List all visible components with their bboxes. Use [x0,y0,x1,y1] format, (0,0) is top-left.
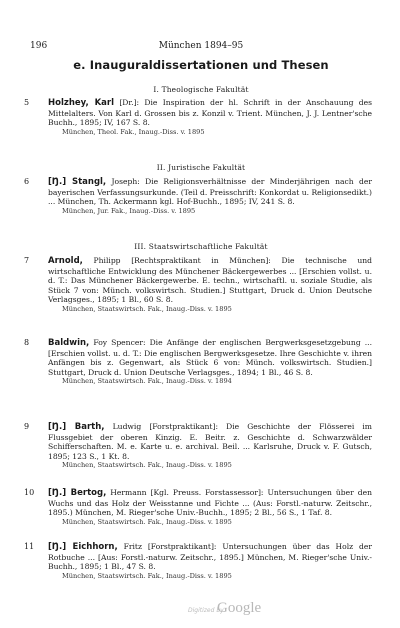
list-item [24,488,372,526]
entry-number: 10 [24,488,35,497]
entry-number: 9 [24,422,30,431]
entry-author: Holzhey, Karl [48,98,115,108]
entry-author: Baldwin, [48,338,90,348]
entry-author: Arnold, [48,256,83,266]
entry-author: [Ŋ.] Stangl, [48,177,107,187]
running-title: München 1894–95 [158,41,244,51]
list-item [24,98,372,136]
page-header [30,41,372,55]
digitized-by-text: Digitized by [188,607,224,614]
entry-text: [Ŋ.] Eichhorn, Fritz [Forstpraktikant]: Untersuchungen über das Holz der Rotbuche ... [Aus: Forstl.-naturw. Zeitschr., 1895.] München, M. Rieger'sche Univ.-Buchh., 1895; 1 Bl., 47 S. 8. [48,542,372,572]
entry-number: 11 [24,542,35,551]
list-item [24,422,372,469]
entry-meta: München, Theol. Fak., Inaug.-Diss. v. 1895 [62,127,205,136]
entry-author: [Ŋ.] Bertog, [48,488,107,498]
entry-meta: München, Staatswirtsch. Fak., Inaug.-Diss. v. 1895 [62,517,232,526]
entry-meta: München, Staatswirtsch. Fak., Inaug.-Diss. v. 1895 [62,461,232,470]
entry-meta: München, Jur. Fak., Inaug.-Diss. v. 1895 [62,206,196,215]
entry-text: Baldwin, Foy Spencer: Die Anfänge der englischen Bergwerksgesetzgebung ... [Erschien vollst. u. d. T.: Die englischen Bergwerksgesetze. Ihre Geschichte v. ihren Anfängen bis z. Gegenwart, als Stück 6 von: Münch. volkswirtsch. Studien.] Stuttgart, Druck d. Union Deutsche Verlagsges., 1894; 1 Bl., 46 S. 8. [48,338,372,377]
list-item [24,177,372,215]
entry-text: Holzhey, Karl [Dr.]: Die Inspiration der hl. Schrift in der Anschauung des Mittelalters. Von Karl d. Grossen bis z. Konzil v. Trient. München, J. J. Lentner'sche Buchh., 1895; IV, 167 S. 8. [48,98,372,128]
entry-text: [Ŋ.] Stangl, Joseph: Die Religionsverhältnisse der Minderjährigen nach der bayerischen Verfassungsurkunde. (Teil d. Preisschrift: Konkordat u. Religionsedikt.) ... München, Th. Ackermann kgl. Hof-Buchh., 1895; IV, 241 S. 8. [48,177,372,207]
faculty-heading-law: II. Juristische Fakultät [156,163,246,172]
digitized-watermark [188,600,338,620]
list-item [24,542,372,580]
faculty-heading-theology: I. Theologische Fakultät [153,85,249,94]
entry-author: [Ŋ.] Barth, [48,422,105,432]
entry-text: [Ŋ.] Bertog, Hermann [Kgl. Preuss. Forstassessor]: Untersuchungen über den Wuchs und das Holz der Weisstanne und Fichte ... (Aus: Forstl.-naturw. Zeitschr., 1895.) München, M. Rieger'sche Univ.-Buchh., 1895; 2 Bl., 56 S., 1 Taf. 8. [48,488,372,518]
entry-author: [Ŋ.] Eichhorn, [48,542,118,552]
entry-meta: München, Staatswirtsch. Fak., Inaug.-Diss. v. 1894 [62,377,232,386]
entry-text: [Ŋ.] Barth, Ludwig [Forstpraktikant]: Die Geschichte der Flösserei im Flussgebiet der oberen Kinzig. E. Beitr. z. Geschichte d. Schwarzwälder Schifferschaften. M. e. Karte u. e. archival. Beil. ... Karlsruhe, Druck v. F. Gutsch, 1895; 123 S., 1 Kt. 8. [48,422,373,461]
entry-number: 5 [24,98,30,107]
google-logo: Google [217,600,262,616]
section-title: e. Inauguraldissertationen und Thesen [73,58,329,72]
page-number: 196 [30,41,48,51]
entry-number: 6 [24,177,30,186]
entry-meta: München, Staatswirtsch. Fak., Inaug.-Diss. v. 1895 [62,304,232,313]
entry-number: 8 [24,338,30,347]
list-item [24,256,372,313]
faculty-heading-econ: III. Staatswirtschaftliche Fakultät [134,242,268,251]
list-item [24,338,372,385]
entry-number: 7 [24,256,30,265]
entry-meta: München, Staatswirtsch. Fak., Inaug.-Diss. v. 1895 [62,571,232,580]
entry-text: Arnold, Philipp [Rechtspraktikant in München]: Die technische und wirtschaftliche Entwicklung des Münchener Bäckergewerbes ... [Erschien vollst. u. d. T.: Das Münchener Bäckergewerbe. E. techn., wirtschaftl. u. soziale Studie, als Stück 7 von: Münch. volkswirtsch. Studien.] Stuttgart, Druck d. Union Deutsche Verlagsges., 1895; 1 Bl., 60 S. 8. [48,256,372,305]
